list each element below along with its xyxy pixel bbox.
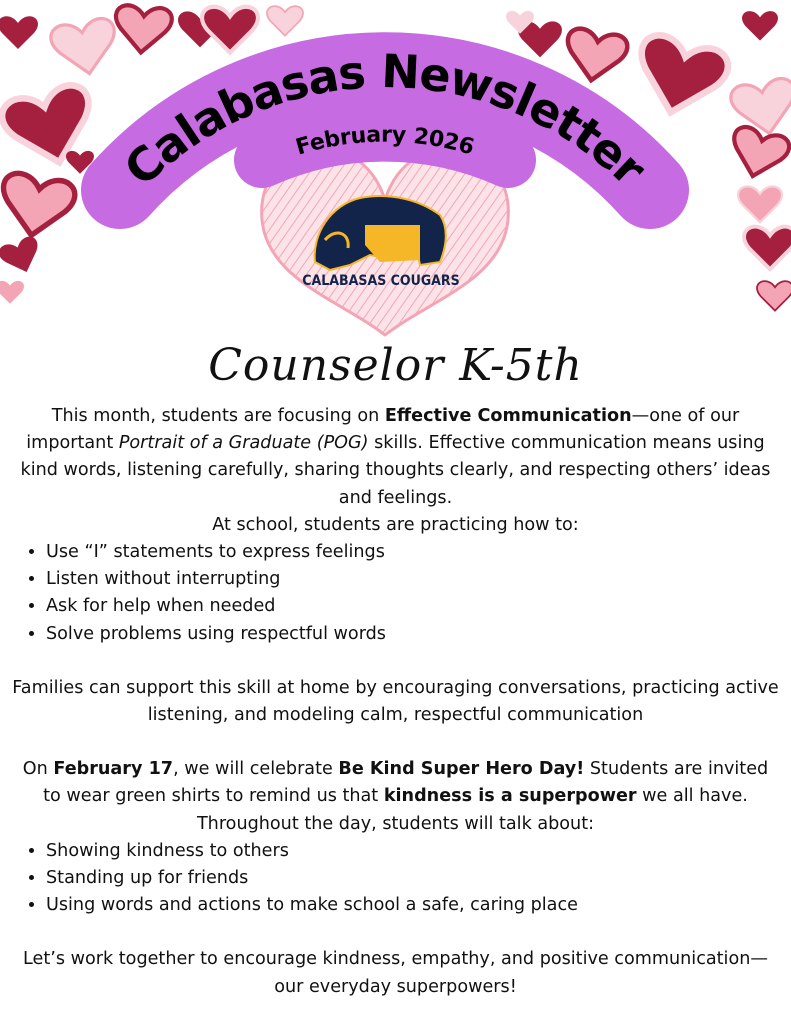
kindness-list <box>0 838 791 920</box>
closing-paragraph: Let’s work together to encourage kindness, empathy, and positive communication—our everyday superpowers! <box>23 949 768 997</box>
newsletter-date: February 2026 <box>293 122 477 161</box>
section-title: Counselor K-5th <box>208 340 583 391</box>
practice-list <box>0 539 791 648</box>
header-graphic <box>0 0 791 340</box>
list-item: • Solve problems using respectful words <box>46 621 791 648</box>
list-item: • Use “I” statements to express feelings <box>46 539 791 566</box>
list-item: • Standing up for friends <box>46 865 791 892</box>
practice-intro: At school, students are practicing how to: <box>212 514 579 535</box>
list-item: • Showing kindness to others <box>46 838 791 865</box>
intro-paragraph: This month, students are focusing on Effective Communication—one of our important Portrait of a Graduate (POG) skills. Effective communication means using kind words, listening carefully, sharing thoughts clearly, and respecting others’ ideas and feelings. <box>20 406 771 508</box>
logo-text: CALABASAS COUGARS <box>302 273 460 289</box>
newsletter-body <box>0 403 791 1001</box>
list-item: • Listen without interrupting <box>46 566 791 593</box>
list-item: • Using words and actions to make school a safe, caring place <box>46 892 791 919</box>
families-paragraph: Families can support this skill at home by encouraging conversations, practicing active listening, and modeling calm, respectful communication <box>12 677 779 726</box>
list-item: • Ask for help when needed <box>46 593 791 620</box>
newsletter-title: Calabasas Newsletter <box>113 43 657 197</box>
kindness-day-paragraph: On February 17, we will celebrate Be Kind Super Hero Day! Students are invited to wear green shirts to remind us that kindness is a superpower we all have. Throughout the day, students will talk about: <box>22 759 769 834</box>
